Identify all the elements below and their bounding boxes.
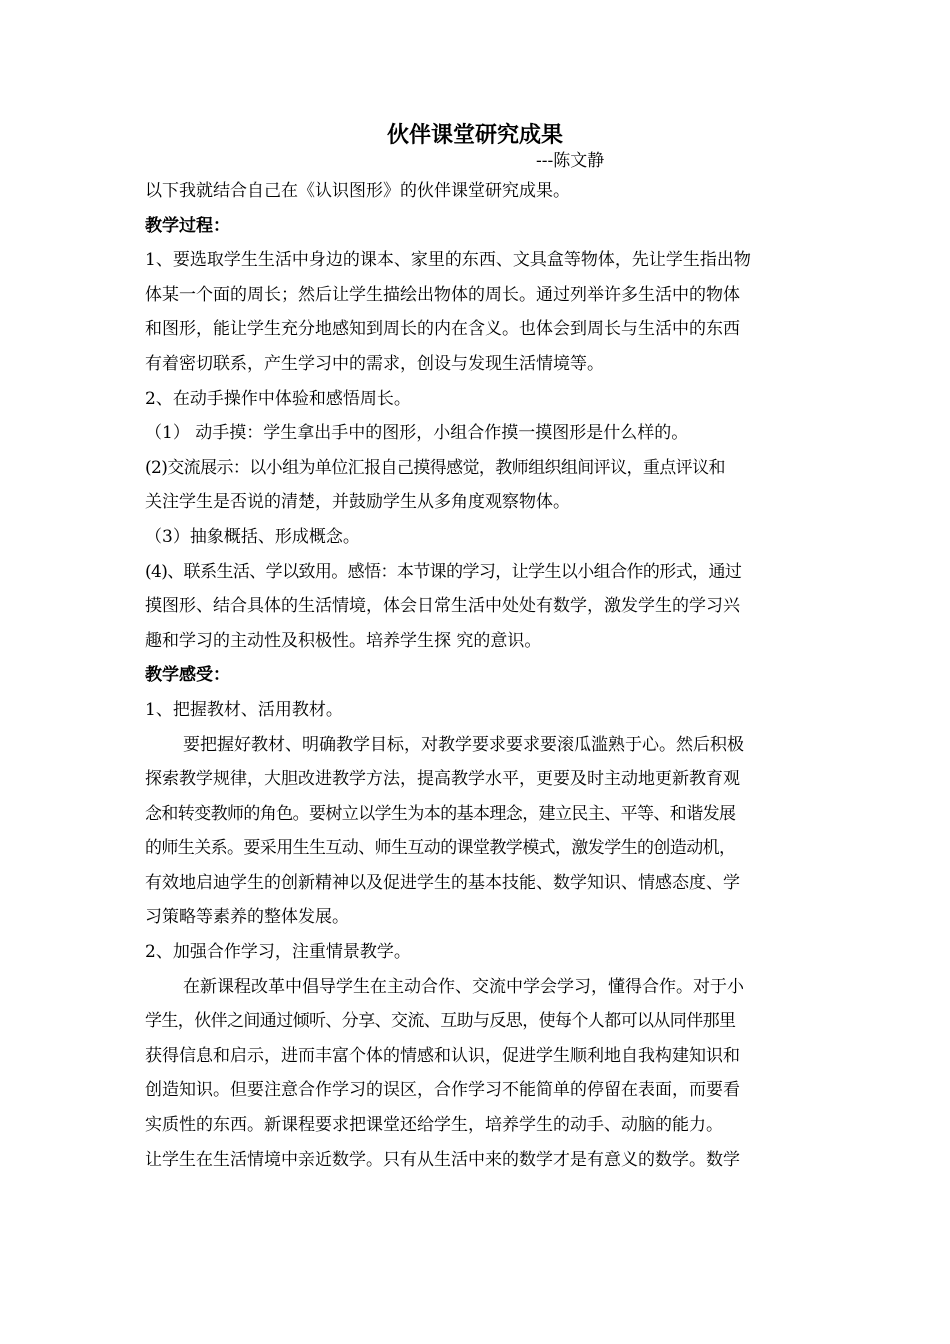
paragraph-line: 探索教学规律，大胆改进教学方法，提高教学水平，更要及时主动地更新教育观 (145, 769, 740, 790)
paragraph-line: 1、要选取学生生活中身边的课本、家里的东西、文具盒等物体，先让学生指出物 (145, 250, 751, 271)
paragraph-line: 2、加强合作学习，注重情景教学。 (145, 942, 411, 963)
paragraph-line: 体某一个面的周长；然后让学生描绘出物体的周长。通过列举许多生活中的物体 (145, 284, 740, 305)
paragraph-line: 创造知识。但要注意合作学习的误区，合作学习不能简单的停留在表面，而要看 (145, 1080, 740, 1101)
author-line: ---陈文静 (536, 151, 605, 171)
paragraph-line: 关注学生是否说的清楚，并鼓励学生从多角度观察物体。 (145, 492, 570, 513)
document-body (145, 174, 810, 1177)
paragraph-line: 实质性的东西。新课程要求把课堂还给学生，培养学生的动手、动脑的能力。 (145, 1115, 723, 1136)
intro-line: 以下我就结合自己在《认识图形》的伙伴课堂研究成果。 (145, 181, 570, 201)
paragraph-line: 要把握好教材、明确教学目标，对教学要求要求要滚瓜滥熟于心。然后积极 (183, 734, 744, 755)
document-title: 伙伴课堂研究成果 (386, 122, 563, 148)
paragraph-line: 有着密切联系，产生学习中的需求，创设与发现生活情境等。 (145, 353, 604, 374)
paragraph-line: 摸图形、结合具体的生活情境，体会日常生活中处处有数学，激发学生的学习兴 (145, 596, 740, 617)
paragraph-line: 1、把握教材、活用教材。 (145, 699, 343, 720)
paragraph-line: 2、在动手操作中体验和感悟周长。 (145, 388, 411, 409)
paragraph-line: 在新课程改革中倡导学生在主动合作、交流中学会学习，懂得合作。对于小 (183, 976, 744, 997)
section-heading-process: 教学过程： (145, 215, 230, 236)
paragraph-line: 有效地启迪学生的创新精神以及促进学生的基本技能、数学知识、情感态度、学 (145, 872, 740, 893)
paragraph-line: 获得信息和启示，进而丰富个体的情感和认识，促进学生顺利地自我构建知识和 (145, 1045, 740, 1066)
paragraph-line: 习策略等素养的整体发展。 (145, 907, 349, 928)
paragraph-line: 的师生关系。要采用生生互动、师生互动的课堂教学模式，激发学生的创造动机， (145, 838, 736, 859)
paragraph-line: (4)、联系生活、学以致用。感悟：本节课的学习，让学生以小组合作的形式，通过 (145, 561, 742, 582)
section-heading-feelings: 教学感受： (145, 665, 230, 686)
paragraph-line: （3）抽象概括、形成概念。 (145, 526, 360, 547)
paragraph-line: 念和转变教师的角色。要树立以学生为本的基本理念，建立民主、平等、和谐发展 (145, 803, 736, 824)
paragraph-line: 学生，伙伴之间通过倾听、分享、交流、互助与反思，使每个人都可以从同伴那里 (145, 1011, 736, 1032)
paragraph-line: (2)交流展示：以小组为单位汇报自己摸得感觉，教师组织组间评议，重点评议和 (145, 457, 725, 478)
paragraph-line: 和图形，能让学生充分地感知到周长的内在含义。也体会到周长与生活中的东西 (145, 319, 740, 340)
paragraph-line: 趣和学习的主动性及积极性。培养学生探 究的意识。 (145, 630, 542, 651)
paragraph-line: （1） 动手摸：学生拿出手中的图形，小组合作摸一摸图形是什么样的。 (145, 423, 689, 444)
paragraph-line: 让学生在生活情境中亲近数学。只有从生活中来的数学才是有意义的数学。数学 (145, 1149, 740, 1170)
